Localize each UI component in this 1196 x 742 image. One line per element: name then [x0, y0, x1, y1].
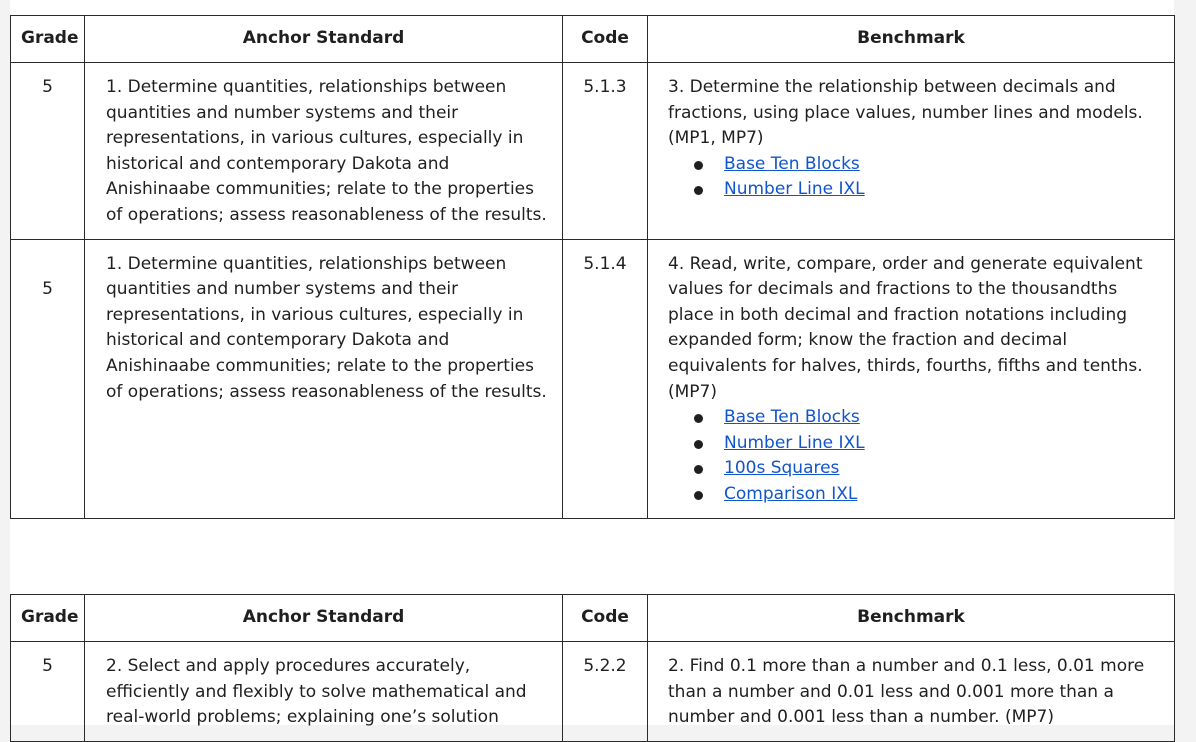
- number-line-ixl-link[interactable]: Number Line IXL: [724, 179, 865, 200]
- list-item: [724, 152, 1162, 178]
- standards-table-2: [10, 594, 1175, 742]
- benchmark-cell: [648, 63, 1175, 240]
- 100s-squares-link[interactable]: 100s Squares: [724, 458, 840, 479]
- table-row: [11, 642, 1175, 742]
- code-cell: 5.1.4: [563, 239, 648, 518]
- header-benchmark: Benchmark: [648, 595, 1175, 642]
- standards-table-1: [10, 15, 1175, 519]
- code-cell: 5.1.3: [563, 63, 648, 240]
- header-code: Code: [563, 595, 648, 642]
- table-header-row: [11, 595, 1175, 642]
- resource-link-list: [668, 405, 1162, 507]
- anchor-standard-cell: 2. Select and apply procedures accurately, efficiently and flexibly to solve mathematical and real-world problems; explaining one’s solution: [85, 642, 563, 742]
- list-item: [724, 482, 1162, 508]
- anchor-standard-cell: 1. Determine quantities, relationships between quantities and number systems and their representations, in various cultures, especially in historical and contemporary Dakota and Anishinaabe communities; relate to the properties of operations; assess reasonableness of the results.: [85, 239, 563, 518]
- code-cell: 5.2.2: [563, 642, 648, 742]
- header-grade: Grade: [11, 595, 85, 642]
- number-line-ixl-link[interactable]: Number Line IXL: [724, 432, 865, 453]
- table-header-row: [11, 16, 1175, 63]
- base-ten-blocks-link[interactable]: Base Ten Blocks: [724, 407, 860, 428]
- grade-cell: 5: [11, 642, 85, 742]
- table-row: [11, 63, 1175, 240]
- grade-cell: 5: [11, 63, 85, 240]
- header-grade: Grade: [11, 16, 85, 63]
- benchmark-text: 3. Determine the relationship between decimals and fractions, using place values, number lines and models. (MP1, MP7): [668, 77, 1143, 149]
- benchmark-cell: [648, 642, 1175, 742]
- benchmark-text: 4. Read, write, compare, order and generate equivalent values for decimals and fractions to the thousandths place in both decimal and fraction notations including expanded form; know the fraction and decimal equivalents for halves, thirds, fourths, fifths and tenths. (MP7): [668, 253, 1143, 402]
- anchor-standard-cell: 1. Determine quantities, relationships between quantities and number systems and their representations, in various cultures, especially in historical and contemporary Dakota and Anishinaabe communities; relate to the properties of operations; assess reasonableness of the results.: [85, 63, 563, 240]
- list-item: [724, 177, 1162, 203]
- grade-cell: 5: [11, 239, 85, 518]
- list-item: [724, 456, 1162, 482]
- benchmark-text: 2. Find 0.1 more than a number and 0.1 less, 0.01 more than a number and 0.01 less and 0.001 more than a number and 0.001 less than a number. (MP7): [668, 656, 1145, 728]
- header-benchmark: Benchmark: [648, 16, 1175, 63]
- base-ten-blocks-link[interactable]: Base Ten Blocks: [724, 153, 860, 174]
- resource-link-list: [668, 152, 1162, 203]
- benchmark-cell: [648, 239, 1175, 518]
- table-row: [11, 239, 1175, 518]
- header-anchor-standard: Anchor Standard: [85, 16, 563, 63]
- list-item: [724, 405, 1162, 431]
- list-item: [724, 431, 1162, 457]
- comparison-ixl-link[interactable]: Comparison IXL: [724, 483, 858, 504]
- header-anchor-standard: Anchor Standard: [85, 595, 563, 642]
- header-code: Code: [563, 16, 648, 63]
